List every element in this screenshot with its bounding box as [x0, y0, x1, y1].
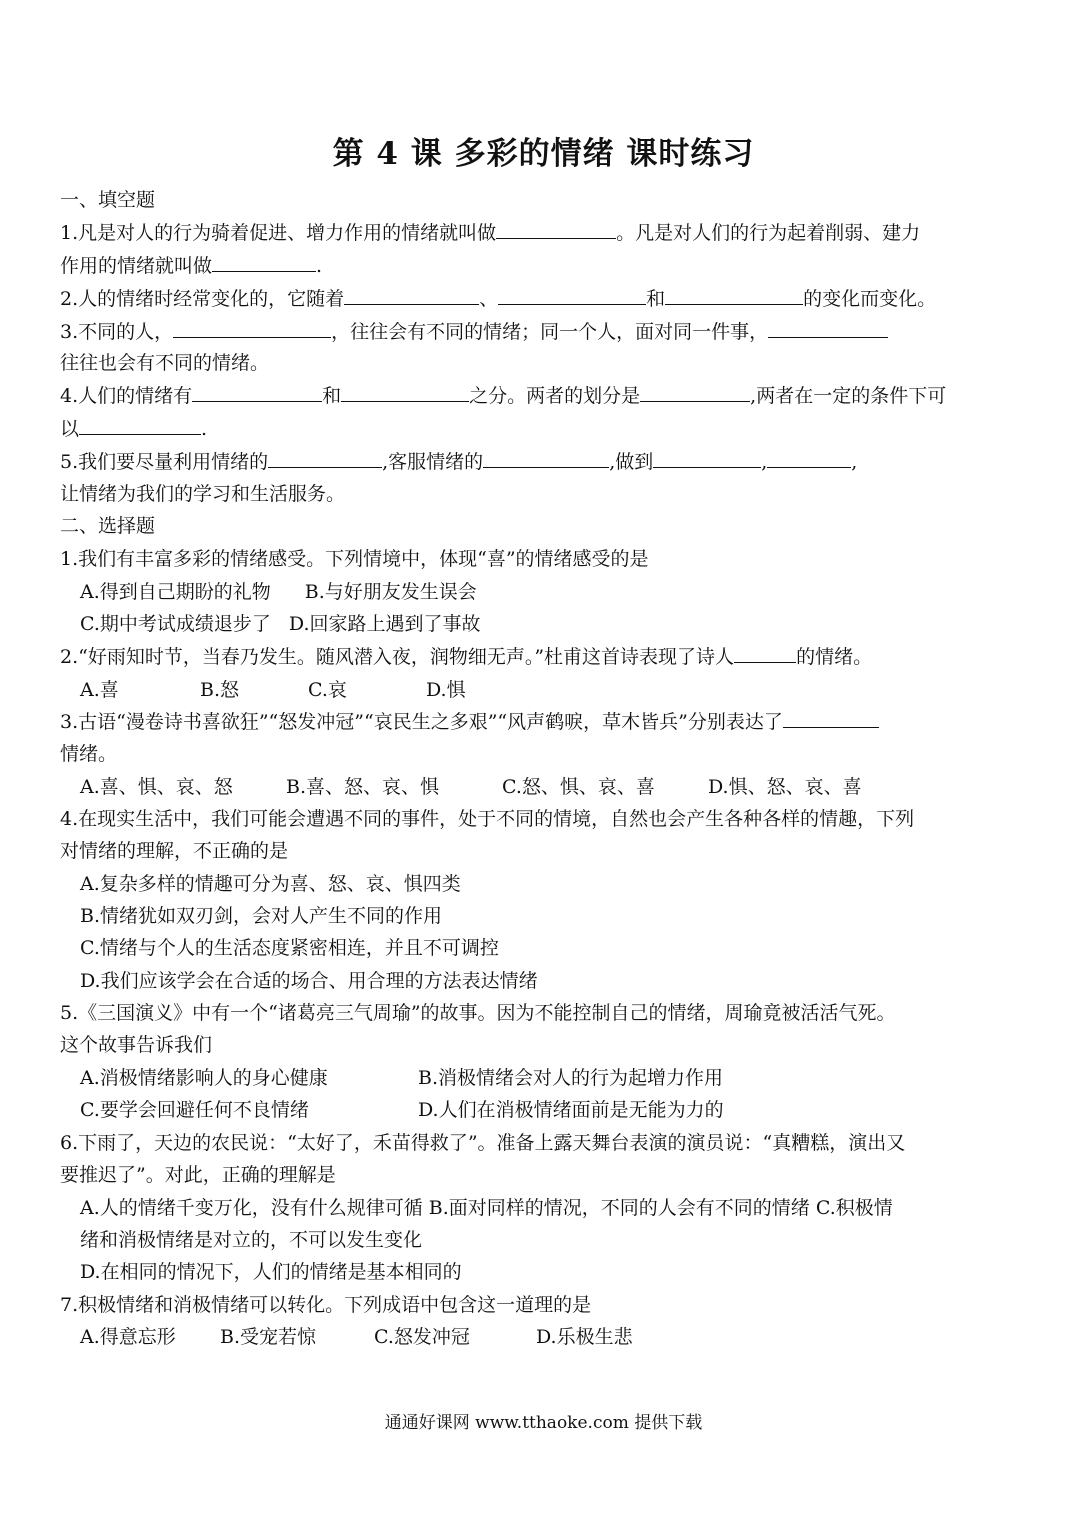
mc-question-2-stem: 2.“好雨知时节，当春乃发生。随风潜入夜，润物细无声。”杜甫这首诗表现了诗人 的情绪。 — [60, 646, 873, 668]
mc-question-1-stem: 1.我们有丰富多彩的情绪感受。下列情境中，体现“喜”的情绪感受的是 — [60, 548, 649, 570]
answer-blank[interactable] — [767, 449, 851, 468]
section-heading-fill-blank: 一、填空题 — [60, 189, 156, 211]
question-4-line-2: 以 . — [60, 418, 208, 440]
mc-question-5-stem-2: 这个故事告诉我们 — [60, 1034, 213, 1056]
option-b[interactable]: B.情绪犹如双刃剑，会对人产生不同的作用 — [80, 905, 443, 927]
mc-question-5-stem-1: 5.《三国演义》中有一个“诸葛亮三气周瑜”的故事。因为不能控制自己的情绪，周瑜竟被活活气死。 — [60, 1002, 896, 1024]
answer-blank[interactable] — [640, 383, 750, 402]
mc-question-7-stem: 7.积极情绪和消极情绪可以转化。下列成语中包含这一道理的是 — [60, 1294, 592, 1316]
option-d[interactable]: D.回家路上遇到了事故 — [288, 613, 481, 635]
answer-blank[interactable] — [483, 449, 609, 468]
question-1-line-1: 1.凡是对人的行为骑着促进、增力作用的情绪就叫做 。凡是对人们的行为起着削弱、建力 — [60, 222, 921, 244]
option-a[interactable]: A.得到自己期盼的礼物 — [80, 581, 271, 603]
answer-blank[interactable] — [192, 383, 322, 402]
option-d[interactable]: D.惧、怒、哀、喜 — [708, 776, 862, 798]
option-b[interactable]: B.喜、怒、哀、惧 — [286, 776, 440, 798]
option-d[interactable]: D.我们应该学会在合适的场合、用合理的方法表达情绪 — [80, 970, 538, 992]
option-c[interactable]: C.期中考试成绩退步了 — [80, 613, 271, 635]
page-title: 第 4 课 多彩的情绪 课时练习 — [332, 136, 755, 172]
mc-question-7-options — [80, 1324, 633, 1350]
answer-blank[interactable] — [173, 319, 331, 338]
answer-blank[interactable] — [498, 286, 646, 305]
option-c[interactable]: C.怒发冲冠 — [374, 1326, 470, 1348]
mc-question-3-stem-2: 情绪。 — [60, 743, 118, 765]
answer-blank[interactable] — [665, 286, 803, 305]
mc-question-4-stem-2: 对情绪的理解，不正确的是 — [60, 840, 289, 862]
question-5-line-2: 让情绪为我们的学习和生活服务。 — [60, 483, 346, 505]
question-3-line-1: 3.不同的人， ，往往会有不同的情绪；同一个人，面对同一件事， — [60, 319, 888, 345]
option-d[interactable]: D.人们在消极情绪面前是无能为力的 — [418, 1099, 724, 1121]
mc-question-6-options-line-1[interactable]: A.人的情绪千变万化，没有什么规律可循 B.面对同样的情况，不同的人会有不同的情绪 C.积极情 — [80, 1197, 893, 1219]
question-5-line-1: 5.我们要尽量利用情绪的 ,客服情绪的 ,做到 , , — [60, 451, 858, 473]
mc-question-6-stem-2: 要推迟了”。对此，正确的理解是 — [60, 1164, 336, 1186]
option-c[interactable]: C.哀 — [308, 679, 347, 701]
option-b[interactable]: B.消极情绪会对人的行为起增力作用 — [418, 1067, 724, 1089]
answer-blank[interactable] — [768, 319, 888, 338]
option-c[interactable]: C.情绪与个人的生活态度紧密相连，并且不可调控 — [80, 937, 499, 959]
option-a[interactable]: A.复杂多样的情趣可分为喜、怒、哀、惧四类 — [80, 873, 461, 895]
answer-blank[interactable] — [341, 383, 469, 402]
question-1-line-2: 作用的情绪就叫做 . — [60, 255, 323, 277]
option-a[interactable]: A.喜 — [80, 679, 119, 701]
option-b[interactable]: B.与好朋友发生误会 — [304, 581, 477, 603]
option-d[interactable]: D.在相同的情况下，人们的情绪是基本相同的 — [80, 1261, 462, 1283]
option-a[interactable]: A.喜、惧、哀、怒 — [80, 776, 233, 798]
answer-blank[interactable] — [496, 220, 616, 239]
answer-blank[interactable] — [79, 416, 201, 435]
question-3-line-2: 往往也会有不同的情绪。 — [60, 352, 270, 374]
question-4-line-1: 4.人们的情绪有 和 之分。两者的划分是 ,两者在一定的条件下可 — [60, 385, 947, 407]
option-c[interactable]: C.怒、惧、哀、喜 — [502, 776, 655, 798]
answer-blank[interactable] — [653, 449, 761, 468]
mc-question-6-options-line-2[interactable]: 绪和消极情绪是对立的，不可以发生变化 — [80, 1229, 423, 1251]
mc-question-3-options — [80, 774, 862, 800]
option-c[interactable]: C.要学会回避任何不良情绪 — [80, 1099, 309, 1121]
mc-question-6-stem-1: 6.下雨了，天边的农民说：“太好了，禾苗得救了”。准备上露天舞台表演的演员说：“真糟糕，演出又 — [60, 1132, 906, 1154]
option-a[interactable]: A.消极情绪影响人的身心健康 — [80, 1067, 328, 1089]
mc-question-2-options — [80, 677, 466, 703]
page-footer: 通通好课网 www.tthaoke.com 提供下载 — [384, 1413, 703, 1433]
option-d[interactable]: D.惧 — [426, 679, 466, 701]
answer-blank[interactable] — [344, 286, 479, 305]
answer-blank[interactable] — [212, 253, 316, 272]
mc-question-1-options-cd — [80, 611, 481, 637]
mc-question-5-options-ab — [80, 1065, 723, 1091]
option-d[interactable]: D.乐极生悲 — [536, 1326, 633, 1348]
mc-question-4-stem-1: 4.在现实生活中，我们可能会遭遇不同的事件，处于不同的情境，自然也会产生各种各样的情趣，下列 — [60, 808, 915, 830]
mc-question-5-options-cd — [80, 1097, 724, 1123]
mc-question-1-options-ab — [80, 579, 477, 605]
question-2: 2.人的情绪时经常变化的，它随着 、 和 的变化而变化。 — [60, 288, 937, 310]
mc-question-3-stem-1: 3.古语“漫卷诗书喜欲狂”“怒发冲冠”“哀民生之多艰”“风声鹤唳，草木皆兵”分别表达了 — [60, 709, 879, 735]
answer-blank[interactable] — [268, 449, 382, 468]
option-b[interactable]: B.怒 — [200, 679, 240, 701]
answer-blank[interactable] — [783, 709, 879, 728]
option-a[interactable]: A.得意忘形 — [80, 1326, 176, 1348]
section-heading-multiple-choice: 二、选择题 — [60, 515, 156, 537]
option-b[interactable]: B.受宠若惊 — [220, 1326, 317, 1348]
answer-blank[interactable] — [734, 644, 796, 663]
